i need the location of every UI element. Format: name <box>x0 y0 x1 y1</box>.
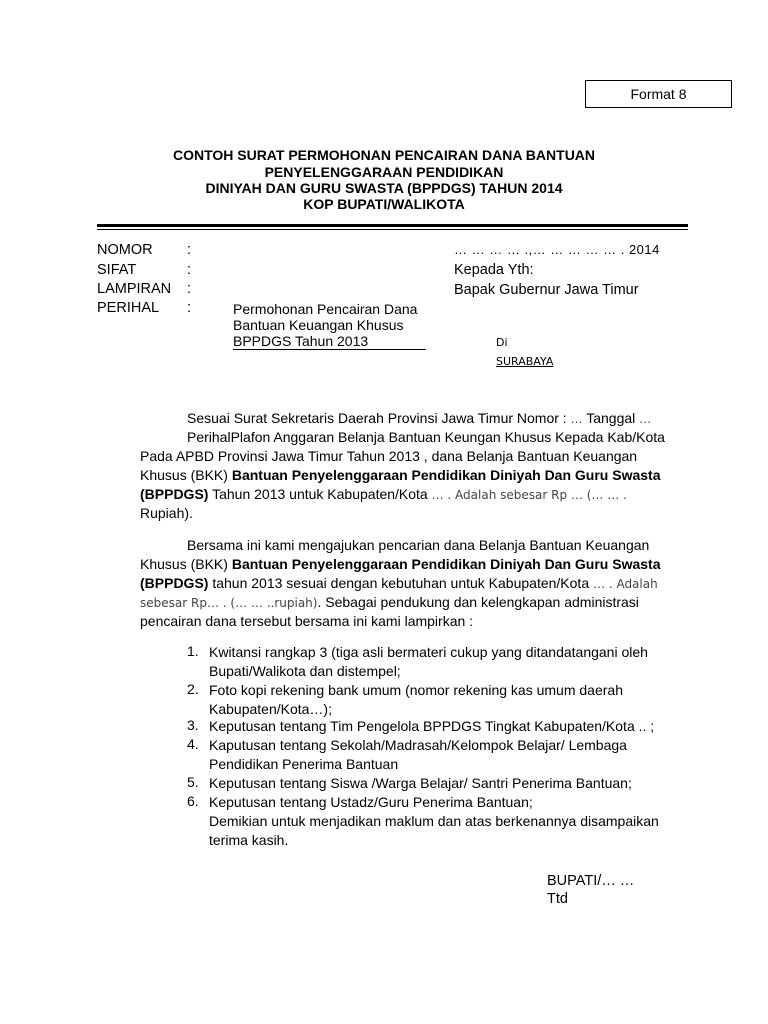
sifat-colon: : <box>187 262 192 278</box>
p1-l4-bold: Bantuan Penyelenggaraan Pendidikan Diniyah Dan Guru Swasta <box>231 467 661 483</box>
paragraph-2-line-2 <box>140 555 661 574</box>
paragraph-2-line-1: Bersama ini kami mengajukan pencarian dana Belanja Bantuan Keuangan <box>187 537 650 553</box>
list-item-5-line-1: Keputusan tentang Siswa /Warga Belajar/ Santri Penerima Bantuan; <box>209 775 632 791</box>
perihal-line-2: Bantuan Keuangan Khusus <box>233 317 404 333</box>
lampiran-colon: : <box>187 281 192 297</box>
p1-text-c: Tanggal <box>582 410 640 426</box>
nomor-colon: : <box>187 242 192 258</box>
list-item-2-line-2: Kabupaten/Kota…); <box>209 701 332 717</box>
perihal-line-3: BPPDGS Tahun 2013 <box>233 333 369 349</box>
paragraph-2-line-3 <box>140 574 658 594</box>
list-item-1-line-2: Bupati/Walikota dan distempel; <box>209 663 401 679</box>
perihal-colon: : <box>187 300 192 316</box>
p1-ellipsis-b: … <box>639 412 652 426</box>
sifat-label: SIFAT <box>97 262 137 278</box>
format-label: Format 8 <box>630 86 687 102</box>
recipient-city: SURABAYA <box>496 355 554 368</box>
di-label: Di <box>496 336 508 349</box>
kepada-yth: Kepada Yth: <box>454 262 534 278</box>
list-item-4-line-2: Pendidikan Penerima Bantuan <box>209 756 399 772</box>
letter-date: … … … … .,… … … … … . 2014 <box>454 242 660 257</box>
p2-l3-light: … . Adalah <box>593 577 658 591</box>
p2-l3-text: tahun 2013 sesuai dengan kebutuhan untuk Kabupaten/Kota <box>208 575 593 591</box>
list-item-3-line-1: Keputusan tentang Tim Pengelola BPPDGS Tingkat Kabupaten/Kota .. ; <box>209 718 655 734</box>
list-item-6-line-1: Keputusan tentang Ustadz/Guru Penerima Bantuan; <box>209 794 533 810</box>
paragraph-2-line-5: pencairan dana tersebut bersama ini kami lampirkan : <box>140 613 474 629</box>
paragraph-2-line-4 <box>140 593 639 613</box>
perihal-line-1: Permohonan Pencairan Dana <box>233 301 418 317</box>
p1-text-a: Sesuai Surat Sekretaris Daerah Provinsi Jawa Timur Nomor : <box>187 410 571 426</box>
signature-title: BUPATI/… … <box>547 873 635 889</box>
title-line-1: CONTOH SURAT PERMOHONAN PENCAIRAN DANA BANTUAN <box>172 147 596 163</box>
perihal-label: PERIHAL <box>97 300 160 316</box>
list-item-5-number: 5. <box>187 774 199 790</box>
paragraph-1-line-3: Pada APBD Provinsi Jawa Timur Tahun 2013 , dana Belanja Bantuan Keuangan <box>140 448 638 464</box>
paragraph-1-line-6: Rupiah). <box>140 505 193 521</box>
recipient-name: Bapak Gubernur Jawa Timur <box>454 282 639 298</box>
p2-l2-text: Khusus (BKK) <box>140 556 232 572</box>
p1-l5-light: … . Adalah sebesar Rp … (… … . <box>431 488 627 502</box>
paragraph-1-line-4 <box>140 466 661 485</box>
nomor-label: NOMOR <box>97 242 153 258</box>
paragraph-1-line-1 <box>187 409 651 429</box>
p1-ellipsis-a: … <box>570 412 583 426</box>
letterhead-rule-thick <box>97 224 688 227</box>
title-line-2: PENYELENGGARAAN PENDIDIKAN <box>264 164 504 180</box>
list-item-2-line-1: Foto kopi rekening bank umum (nomor rekening kas umum daerah <box>209 682 623 698</box>
lampiran-label: LAMPIRAN <box>97 281 172 297</box>
list-item-4-line-1: Kaputusan tentang Sekolah/Madrasah/Kelompok Belajar/ Lembaga <box>209 737 627 753</box>
format-label-box <box>585 80 732 108</box>
title-line-3: DINIYAH DAN GURU SWASTA (BPPDGS) TAHUN 2014 <box>205 180 563 196</box>
list-item-1-line-1: Kwitansi rangkap 3 (tiga asli bermateri cukup yang ditandatangani oleh <box>209 644 648 660</box>
list-item-1-number: 1. <box>187 643 199 659</box>
title-line-4: KOP BUPATI/WALIKOTA <box>303 196 465 212</box>
list-item-4-number: 4. <box>187 736 199 752</box>
list-item-2-number: 2. <box>187 681 199 697</box>
signature-ttd: Ttd <box>547 891 568 907</box>
list-item-3-number: 3. <box>187 717 199 733</box>
p2-l2-bold: Bantuan Penyelenggaraan Pendidikan Diniyah Dan Guru Swasta <box>231 556 661 572</box>
paragraph-1-line-5 <box>140 485 627 505</box>
p2-l4-light: sebesar Rp… . (… … ..rupiah) <box>140 596 318 610</box>
p2-l3-bold: (BPPDGS) <box>140 575 209 591</box>
p1-l4-text: Khusus (BKK) <box>140 467 232 483</box>
list-item-6-number: 6. <box>187 793 199 809</box>
p2-l4-text: . Sebagai pendukung dan kelengkapan administrasi <box>317 594 639 610</box>
list-item-6-line-2: Demikian untuk menjadikan maklum dan atas berkenannya disampaikan <box>209 813 659 829</box>
p1-l5-bold: (BPPDGS) <box>140 486 209 502</box>
letterhead-rule-thin <box>97 229 688 230</box>
perihal-underline <box>233 349 426 350</box>
list-item-6-line-3: terima kasih. <box>209 832 289 848</box>
paragraph-1-line-2: PerihalPlafon Anggaran Belanja Bantuan Keungan Khusus Kepada Kab/Kota <box>187 429 665 445</box>
p1-l5-text: Tahun 2013 untuk Kabupaten/Kota <box>208 486 432 502</box>
